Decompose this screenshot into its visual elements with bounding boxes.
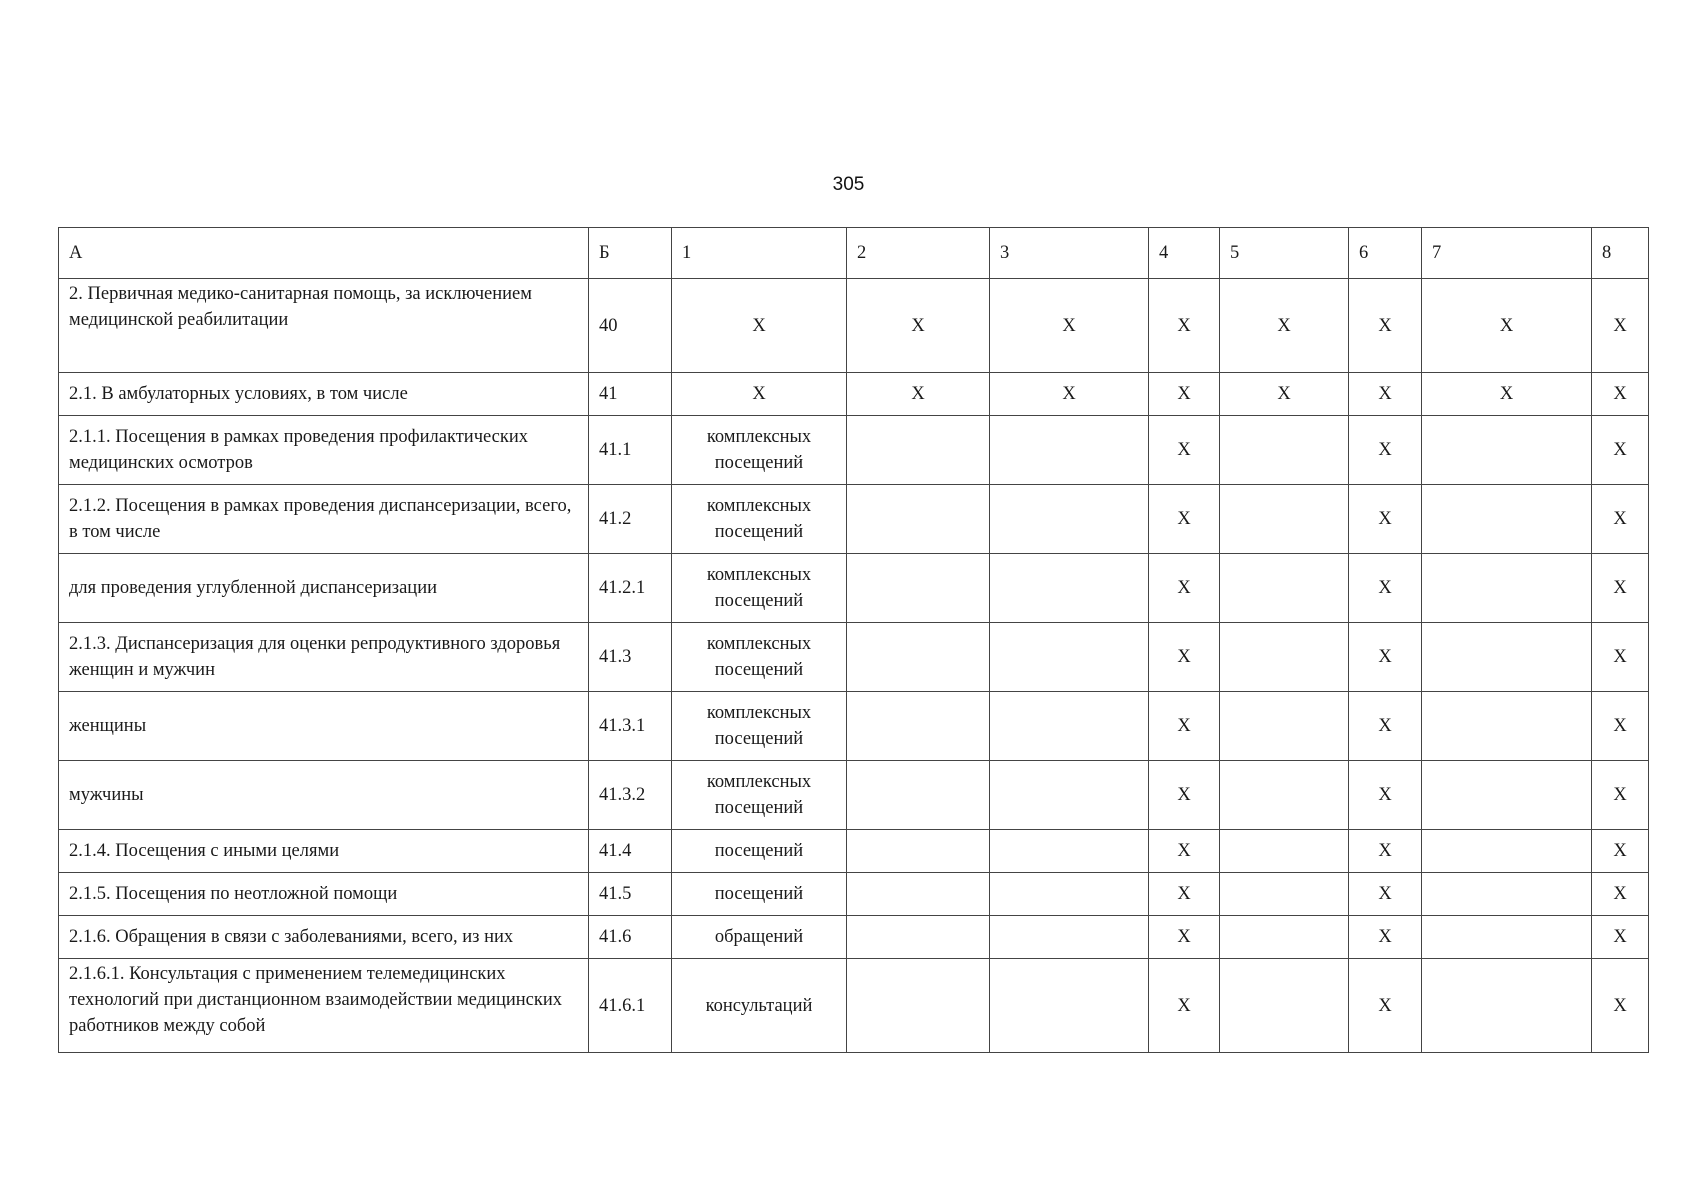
cell-col-2 xyxy=(847,873,990,916)
cell-col-3 xyxy=(990,959,1149,1053)
cell-col-4: Х xyxy=(1149,373,1220,416)
cell-col-4: Х xyxy=(1149,761,1220,830)
cell-col-5 xyxy=(1220,485,1349,554)
cell-col-7 xyxy=(1422,916,1592,959)
cell-col-6: Х xyxy=(1349,623,1422,692)
cell-col-6: Х xyxy=(1349,916,1422,959)
cell-col-5 xyxy=(1220,623,1349,692)
row-code: 41.3.1 xyxy=(589,692,672,761)
row-name: 2.1.6.1. Консультация с применением телемедицинских технологий при дистанционном взаимодействии медицинских работников между собой xyxy=(59,959,589,1053)
cell-col-6: Х xyxy=(1349,416,1422,485)
table-row xyxy=(59,830,1649,873)
row-unit: комплексных посещений xyxy=(672,761,847,830)
cell-col-4: Х xyxy=(1149,554,1220,623)
header-cell: 6 xyxy=(1349,228,1422,279)
page-number: 305 xyxy=(832,174,865,195)
cell-col-7 xyxy=(1422,761,1592,830)
header-cell: 2 xyxy=(847,228,990,279)
row-code: 40 xyxy=(589,279,672,373)
row-name: 2.1. В амбулаторных условиях, в том числе xyxy=(59,373,589,416)
cell-col-3: Х xyxy=(990,373,1149,416)
cell-col-2 xyxy=(847,830,990,873)
row-code: 41.2.1 xyxy=(589,554,672,623)
cell-col-6: Х xyxy=(1349,279,1422,373)
cell-col-6: Х xyxy=(1349,373,1422,416)
cell-col-2 xyxy=(847,485,990,554)
cell-col-7 xyxy=(1422,485,1592,554)
table-row xyxy=(59,373,1649,416)
cell-col-8: Х xyxy=(1592,873,1649,916)
cell-col-8: Х xyxy=(1592,916,1649,959)
table-row xyxy=(59,916,1649,959)
row-unit: Х xyxy=(672,279,847,373)
row-name: 2.1.2. Посещения в рамках проведения диспансеризации, всего, в том числе xyxy=(59,485,589,554)
table-row xyxy=(59,416,1649,485)
cell-col-2 xyxy=(847,761,990,830)
row-code: 41.3.2 xyxy=(589,761,672,830)
cell-col-8: Х xyxy=(1592,485,1649,554)
cell-col-2 xyxy=(847,623,990,692)
cell-col-5 xyxy=(1220,830,1349,873)
table-row xyxy=(59,873,1649,916)
cell-col-4: Х xyxy=(1149,830,1220,873)
row-code: 41.3 xyxy=(589,623,672,692)
cell-col-2 xyxy=(847,692,990,761)
row-unit: комплексных посещений xyxy=(672,554,847,623)
row-unit: комплексных посещений xyxy=(672,416,847,485)
row-unit: комплексных посещений xyxy=(672,692,847,761)
data-table xyxy=(58,227,1649,1053)
row-name: 2.1.6. Обращения в связи с заболеваниями, всего, из них xyxy=(59,916,589,959)
cell-col-7: Х xyxy=(1422,373,1592,416)
cell-col-4: Х xyxy=(1149,916,1220,959)
cell-col-8: Х xyxy=(1592,554,1649,623)
row-unit: комплексных посещений xyxy=(672,623,847,692)
table-row xyxy=(59,959,1649,1053)
cell-col-7 xyxy=(1422,959,1592,1053)
cell-col-3 xyxy=(990,761,1149,830)
header-cell: 8 xyxy=(1592,228,1649,279)
cell-col-8: Х xyxy=(1592,761,1649,830)
cell-col-8: Х xyxy=(1592,959,1649,1053)
cell-col-3 xyxy=(990,692,1149,761)
cell-col-8: Х xyxy=(1592,692,1649,761)
header-cell: А xyxy=(59,228,589,279)
cell-col-7 xyxy=(1422,554,1592,623)
cell-col-2: Х xyxy=(847,373,990,416)
row-code: 41.6.1 xyxy=(589,959,672,1053)
cell-col-7 xyxy=(1422,873,1592,916)
row-unit: комплексных посещений xyxy=(672,485,847,554)
cell-col-4: Х xyxy=(1149,623,1220,692)
row-code: 41 xyxy=(589,373,672,416)
cell-col-7 xyxy=(1422,692,1592,761)
cell-col-5 xyxy=(1220,692,1349,761)
row-unit: посещений xyxy=(672,873,847,916)
cell-col-4: Х xyxy=(1149,485,1220,554)
cell-col-6: Х xyxy=(1349,830,1422,873)
cell-col-7 xyxy=(1422,830,1592,873)
cell-col-4: Х xyxy=(1149,959,1220,1053)
cell-col-2 xyxy=(847,416,990,485)
row-code: 41.5 xyxy=(589,873,672,916)
cell-col-3 xyxy=(990,830,1149,873)
row-name: 2. Первичная медико-санитарная помощь, за исключением медицинской реабилитации xyxy=(59,279,589,373)
table-row xyxy=(59,485,1649,554)
row-name: 2.1.4. Посещения с иными целями xyxy=(59,830,589,873)
cell-col-3 xyxy=(990,873,1149,916)
cell-col-3 xyxy=(990,485,1149,554)
cell-col-3 xyxy=(990,554,1149,623)
row-code: 41.2 xyxy=(589,485,672,554)
cell-col-4: Х xyxy=(1149,416,1220,485)
row-code: 41.6 xyxy=(589,916,672,959)
cell-col-5 xyxy=(1220,873,1349,916)
cell-col-7 xyxy=(1422,416,1592,485)
cell-col-7 xyxy=(1422,623,1592,692)
row-name: 2.1.1. Посещения в рамках проведения профилактических медицинских осмотров xyxy=(59,416,589,485)
table-row xyxy=(59,279,1649,373)
table-row xyxy=(59,761,1649,830)
cell-col-6: Х xyxy=(1349,692,1422,761)
header-cell: Б xyxy=(589,228,672,279)
row-unit: посещений xyxy=(672,830,847,873)
row-name: мужчины xyxy=(59,761,589,830)
header-cell: 4 xyxy=(1149,228,1220,279)
cell-col-6: Х xyxy=(1349,959,1422,1053)
cell-col-8: Х xyxy=(1592,416,1649,485)
cell-col-4: Х xyxy=(1149,692,1220,761)
cell-col-2 xyxy=(847,554,990,623)
cell-col-4: Х xyxy=(1149,873,1220,916)
header-cell: 7 xyxy=(1422,228,1592,279)
cell-col-2 xyxy=(847,916,990,959)
cell-col-5 xyxy=(1220,416,1349,485)
cell-col-3 xyxy=(990,916,1149,959)
table-row xyxy=(59,554,1649,623)
cell-col-6: Х xyxy=(1349,873,1422,916)
cell-col-5 xyxy=(1220,959,1349,1053)
cell-col-5 xyxy=(1220,916,1349,959)
cell-col-3 xyxy=(990,623,1149,692)
row-code: 41.1 xyxy=(589,416,672,485)
cell-col-3 xyxy=(990,416,1149,485)
header-cell: 1 xyxy=(672,228,847,279)
row-name: 2.1.3. Диспансеризация для оценки репродуктивного здоровья женщин и мужчин xyxy=(59,623,589,692)
cell-col-8: Х xyxy=(1592,830,1649,873)
cell-col-8: Х xyxy=(1592,373,1649,416)
cell-col-6: Х xyxy=(1349,554,1422,623)
header-cell: 5 xyxy=(1220,228,1349,279)
cell-col-6: Х xyxy=(1349,761,1422,830)
cell-col-7: Х xyxy=(1422,279,1592,373)
cell-col-5: Х xyxy=(1220,279,1349,373)
header-cell: 3 xyxy=(990,228,1149,279)
cell-col-3: Х xyxy=(990,279,1149,373)
cell-col-2 xyxy=(847,959,990,1053)
row-code: 41.4 xyxy=(589,830,672,873)
row-unit: консультаций xyxy=(672,959,847,1053)
row-name: женщины xyxy=(59,692,589,761)
row-name: 2.1.5. Посещения по неотложной помощи xyxy=(59,873,589,916)
cell-col-5 xyxy=(1220,554,1349,623)
table-row xyxy=(59,623,1649,692)
cell-col-4: Х xyxy=(1149,279,1220,373)
cell-col-8: Х xyxy=(1592,279,1649,373)
table-row xyxy=(59,692,1649,761)
cell-col-6: Х xyxy=(1349,485,1422,554)
row-unit: обращений xyxy=(672,916,847,959)
table-header-row xyxy=(59,228,1649,279)
cell-col-8: Х xyxy=(1592,623,1649,692)
row-name: для проведения углубленной диспансеризации xyxy=(59,554,589,623)
cell-col-2: Х xyxy=(847,279,990,373)
cell-col-5: Х xyxy=(1220,373,1349,416)
cell-col-5 xyxy=(1220,761,1349,830)
row-unit: Х xyxy=(672,373,847,416)
